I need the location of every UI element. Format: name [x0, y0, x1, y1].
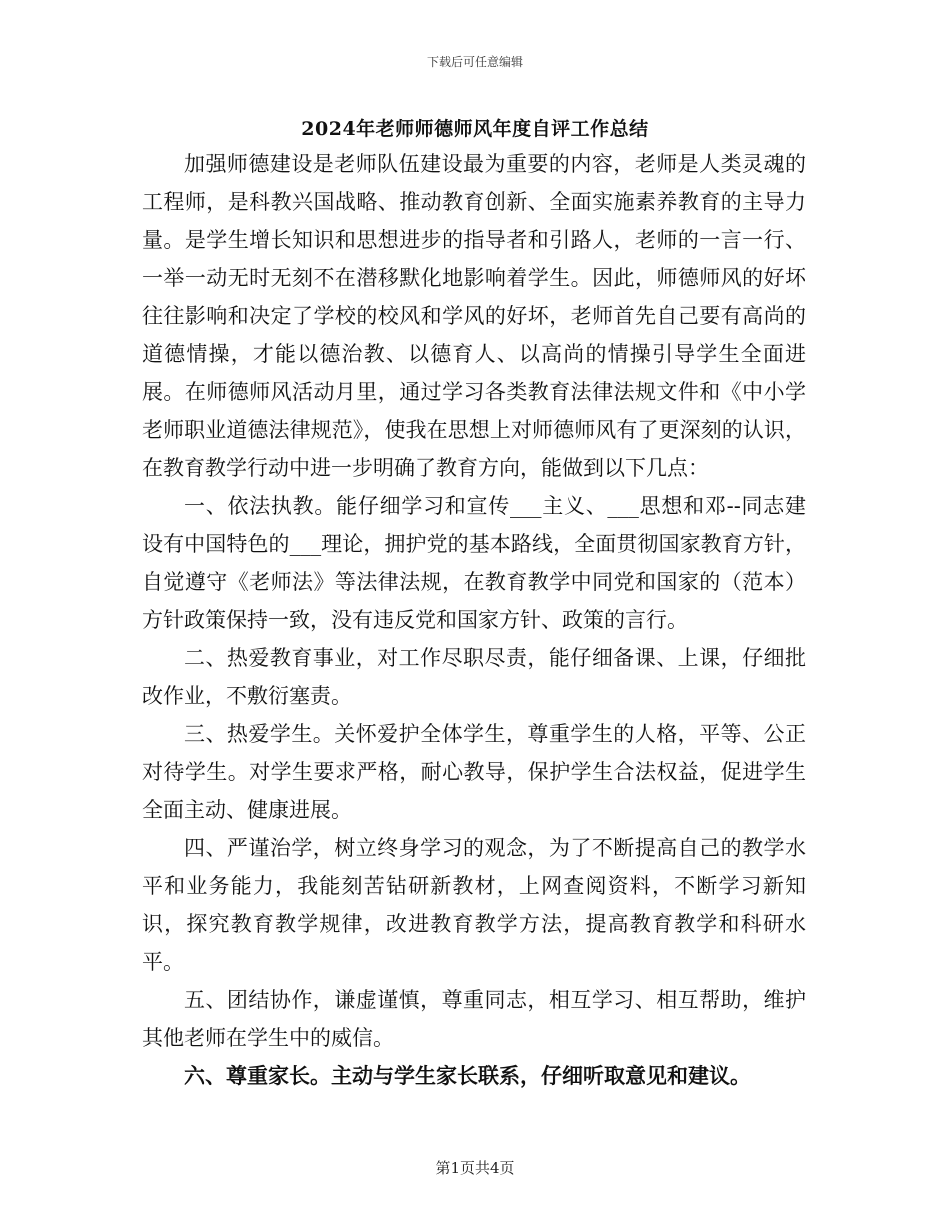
paragraph-item-1: 一、依法执教。能仔细学习和宣传___主义、___思想和邓--同志建设有中国特色的___理论，拥护党的基本路线，全面贯彻国家教育方针，自觉遵守《老师法》等法律法规，在教育教学中同党和国家的（范本）方针政策保持一致，没有违反党和国家方针、政策的言行。: [142, 494, 806, 632]
document-title: 2024年老师师德师风年度自评工作总结: [301, 118, 649, 140]
paragraph-item-5: 五、团结协作，谦虚谨慎，尊重同志，相互学习、相互帮助，维护其他老师在学生中的威信。: [142, 988, 806, 1050]
paragraph-item-6: 六、尊重家长。主动与学生家长联系，仔细听取意见和建议。: [184, 1063, 751, 1088]
paragraph-intro: 加强师德建设是老师队伍建设最为重要的内容，老师是人类灵魂的工程师，是科教兴国战略、推动教育创新、全面实施素养教育的主导力量。是学生增长知识和思想进步的指导者和引路人，老师的一言一行、一举一动无时无刻不在潜移默化地影响着学生。因此，师德师风的好坏往往影响和决定了学校的校风和学风的好坏，老师首先自己要有高尚的道德情操，才能以德治教、以德育人、以高尚的情操引导学生全面进展。在师德师风活动月里，通过学习各类教育法律法规文件和《中小学老师职业道德法律规范》，使我在思想上对师德师风有了更深刻的认识，在教育教学行动中进一步明确了教育方向，能做到以下几点：: [142, 152, 806, 480]
paragraph-item-4: 四、严谨治学，树立终身学习的观念，为了不断提高自己的教学水平和业务能力，我能刻苦钻研新教材，上网查阅资料，不断学习新知识，探究教育教学规律，改进教育教学方法，提高教育教学和科研水平。: [142, 836, 806, 974]
page-number: 第1页共4页: [435, 1159, 515, 1177]
document-body: [142, 145, 806, 1095]
page-header-note: 下载后可任意编辑: [426, 55, 523, 69]
paragraph-item-2: 二、热爱教育事业，对工作尽职尽责，能仔细备课、上课，仔细批改作业，不敷衍塞责。: [142, 646, 806, 708]
paragraph-item-3: 三、热爱学生。关怀爱护全体学生，尊重学生的人格，平等、公正对待学生。对学生要求严格，耐心教导，保护学生合法权益，促进学生全面主动、健康进展。: [142, 722, 806, 822]
